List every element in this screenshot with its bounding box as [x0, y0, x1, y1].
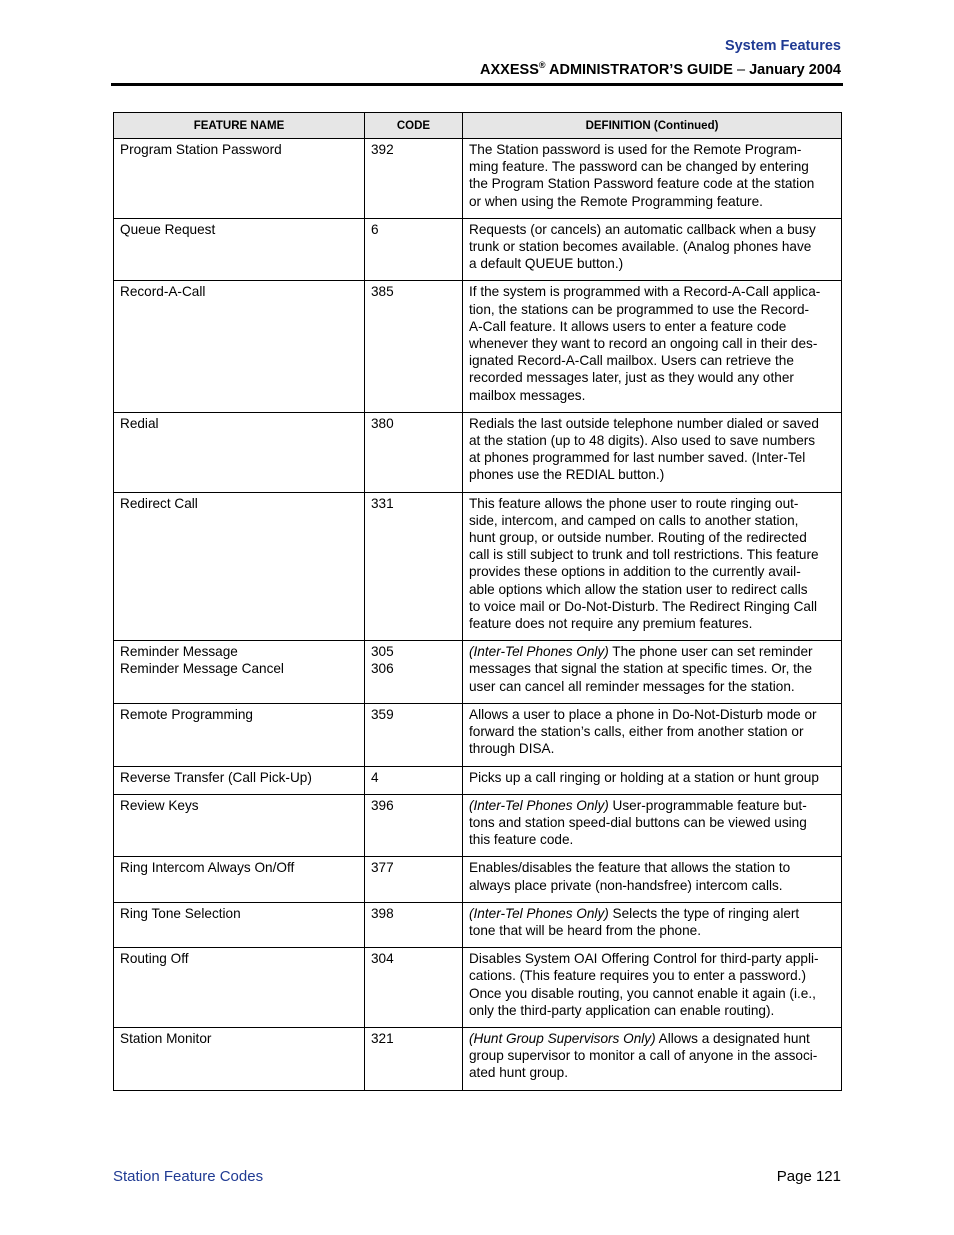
definition-text-line	[469, 859, 832, 876]
feature-name: Redirect Call	[120, 495, 198, 511]
definition-line: recorded messages later, just as they would any other	[469, 370, 794, 386]
definition-text-line	[469, 877, 832, 894]
feature-name: Ring Tone Selection	[120, 905, 241, 921]
definition-text-line	[469, 660, 832, 677]
title-rest: ADMINISTRATOR’S GUIDE	[545, 62, 737, 78]
definition-cell	[463, 492, 842, 641]
table-row	[114, 412, 842, 492]
definition-line: or when using the Remote Programming feature.	[469, 193, 763, 209]
definition-qualifier: (Inter-Tel Phones Only)	[469, 905, 609, 921]
definition-text-line	[469, 581, 832, 598]
definition-text-line	[469, 193, 832, 210]
definition-line: Redials the last outside telephone number dialed or saved	[469, 415, 819, 431]
definition-line: mailbox messages.	[469, 387, 586, 403]
table-row	[114, 218, 842, 281]
feature-code: 4	[371, 769, 379, 785]
table-row	[114, 492, 842, 641]
definition-line: able options which allow the station user to redirect calls	[469, 581, 808, 597]
definition-line: messages that signal the station at specific times. Or, the	[469, 661, 813, 677]
definition-cell	[463, 902, 842, 947]
definition-text-line	[469, 221, 832, 238]
definition-text-line	[469, 950, 832, 967]
definition-line: at phones programmed for last number saved. (Inter-Tel	[469, 450, 806, 466]
definition-text-line	[469, 301, 832, 318]
feature-name-cell	[114, 902, 365, 947]
feature-code-cell	[365, 412, 463, 492]
definition-cell	[463, 948, 842, 1028]
title-brand: AXXESS	[480, 62, 539, 78]
definition-text-line	[469, 466, 832, 483]
table-row	[114, 1027, 842, 1090]
feature-name-cell	[114, 281, 365, 412]
definition-cell	[463, 703, 842, 766]
definition-line: to voice mail or Do-Not-Disturb. The Redirect Ringing Call	[469, 598, 818, 614]
definition-line: through DISA.	[469, 741, 555, 757]
title-dash: –	[736, 62, 746, 78]
definition-text-line	[469, 1030, 832, 1047]
definition-text-line	[469, 678, 832, 695]
definition-line: Allows a designated hunt	[655, 1030, 810, 1046]
definition-line: hunt group, or outside number. Routing of the redirected	[469, 530, 807, 546]
definition-text-line	[469, 643, 832, 660]
definition-text-line	[469, 415, 832, 432]
definition-text-line	[469, 905, 832, 922]
feature-name: Queue Request	[120, 221, 216, 237]
definition-line: If the system is programmed with a Record-A-Call applica-	[469, 284, 821, 300]
definition-line: phones use the REDIAL button.)	[469, 467, 665, 483]
definition-cell	[463, 794, 842, 857]
feature-name: Record-A-Call	[120, 284, 206, 300]
table-header-row	[114, 113, 842, 139]
table-row	[114, 857, 842, 902]
definition-line: tion, the stations can be programmed to use the Record-	[469, 301, 810, 317]
definition-text-line	[469, 175, 832, 192]
definition-text-line	[469, 529, 832, 546]
definition-line: this feature code.	[469, 832, 574, 848]
feature-code-cell	[365, 641, 463, 704]
definition-line: group supervisor to monitor a call of anyone in the associ-	[469, 1048, 818, 1064]
definition-line: a default QUEUE button.)	[469, 256, 624, 272]
running-header-title	[480, 60, 841, 78]
feature-code-cell	[365, 492, 463, 641]
feature-name: Station Monitor	[120, 1030, 212, 1046]
feature-name-cell	[114, 412, 365, 492]
definition-line: Selects the type of ringing alert	[608, 905, 800, 921]
feature-code: 306	[371, 661, 394, 677]
feature-code-cell	[365, 281, 463, 412]
definition-text-line	[469, 318, 832, 335]
footer-section-title: Station Feature Codes	[113, 1168, 264, 1185]
definition-cell	[463, 641, 842, 704]
definition-cell	[463, 412, 842, 492]
definition-text-line	[469, 831, 832, 848]
definition-line: side, intercom, and camped on calls to another station,	[469, 512, 799, 528]
definition-line: user can cancel all reminder messages for the station.	[469, 678, 795, 694]
table-row	[114, 139, 842, 219]
definition-line: User-programmable feature but-	[608, 797, 807, 813]
feature-code-cell	[365, 766, 463, 794]
running-header-section: System Features	[724, 38, 841, 54]
table-row	[114, 948, 842, 1028]
feature-code-table	[113, 112, 842, 1091]
definition-text-line	[469, 1047, 832, 1064]
definition-text-line	[469, 158, 832, 175]
feature-code-cell	[365, 1027, 463, 1090]
definition-text-line	[469, 598, 832, 615]
definition-line: provides these options in addition to the currently avail-	[469, 564, 801, 580]
column-header-code: CODE	[365, 113, 463, 139]
definition-line: tons and station speed-dial buttons can be viewed using	[469, 814, 807, 830]
definition-line: The phone user can set reminder	[608, 644, 813, 660]
column-header-feature-name: FEATURE NAME	[114, 113, 365, 139]
definition-text-line	[469, 369, 832, 386]
definition-cell	[463, 1027, 842, 1090]
feature-name: Remote Programming	[120, 706, 253, 722]
feature-code: 392	[371, 142, 394, 157]
definition-text-line	[469, 512, 832, 529]
feature-code: 304	[371, 951, 394, 967]
definition-line: at the station (up to 48 digits). Also used to save numbers	[469, 433, 816, 449]
definition-text-line	[469, 1002, 832, 1019]
definition-line: call is still subject to trunk and toll restrictions. This feature	[469, 547, 819, 563]
feature-code: 6	[371, 221, 379, 237]
definition-text-line	[469, 723, 832, 740]
definition-text-line	[469, 238, 832, 255]
definition-line: The Station password is used for the Remote Program-	[469, 142, 802, 157]
feature-code-cell	[365, 703, 463, 766]
feature-code-cell	[365, 857, 463, 902]
definition-line: cations. (This feature requires you to enter a password.)	[469, 968, 806, 984]
title-date: January 2004	[745, 62, 841, 78]
definition-line: the Program Station Password feature code at the station	[469, 176, 815, 192]
feature-code-cell	[365, 218, 463, 281]
header-rule	[111, 83, 843, 86]
table-row	[114, 794, 842, 857]
feature-code: 385	[371, 284, 394, 300]
definition-cell	[463, 139, 842, 219]
feature-code: 396	[371, 797, 394, 813]
definition-text-line	[469, 495, 832, 512]
feature-name: Redial	[120, 415, 159, 431]
feature-code-cell	[365, 902, 463, 947]
definition-cell	[463, 766, 842, 794]
definition-text-line	[469, 967, 832, 984]
feature-code: 359	[371, 706, 394, 722]
table-row	[114, 281, 842, 412]
definition-line: only the third-party application can enable routing).	[469, 1002, 775, 1018]
definition-text-line	[469, 387, 832, 404]
definition-line: whenever they want to record an ongoing call in their des-	[469, 336, 818, 352]
definition-text-line	[469, 352, 832, 369]
definition-qualifier: (Hunt Group Supervisors Only)	[469, 1030, 656, 1046]
feature-name-cell	[114, 857, 365, 902]
feature-name: Ring Intercom Always On/Off	[120, 860, 295, 876]
feature-code: 398	[371, 905, 394, 921]
definition-line: A-Call feature. It allows users to enter a feature code	[469, 318, 787, 334]
feature-name: Program Station Password	[120, 142, 282, 157]
definition-line: ated hunt group.	[469, 1065, 569, 1081]
feature-code: 377	[371, 860, 394, 876]
feature-name-cell	[114, 703, 365, 766]
definition-cell	[463, 281, 842, 412]
definition-line: Disables System OAI Offering Control for third-party appli-	[469, 951, 819, 967]
feature-name-cell	[114, 1027, 365, 1090]
definition-text-line	[469, 985, 832, 1002]
definition-text-line	[469, 283, 832, 300]
definition-line: ming feature. The password can be changed by entering	[469, 159, 809, 175]
definition-text-line	[469, 255, 832, 272]
definition-cell	[463, 857, 842, 902]
feature-name: Reverse Transfer (Call Pick-Up)	[120, 769, 312, 785]
definition-line: Requests (or cancels) an automatic callback when a busy	[469, 221, 816, 237]
definition-cell	[463, 218, 842, 281]
table-row	[114, 641, 842, 704]
table-row	[114, 902, 842, 947]
feature-code-cell	[365, 948, 463, 1028]
definition-line: Once you disable routing, you cannot enable it again (i.e.,	[469, 985, 816, 1001]
feature-code: 321	[371, 1030, 394, 1046]
definition-line: Picks up a call ringing or holding at a station or hunt group	[469, 769, 819, 785]
definition-text-line	[469, 740, 832, 757]
definition-text-line	[469, 1064, 832, 1081]
definition-text-line	[469, 706, 832, 723]
definition-text-line	[469, 432, 832, 449]
definition-text-line	[469, 546, 832, 563]
feature-name: Reminder Message	[120, 644, 238, 660]
definition-text-line	[469, 814, 832, 831]
definition-line: This feature allows the phone user to route ringing out-	[469, 495, 799, 511]
feature-name-cell	[114, 139, 365, 219]
definition-qualifier: (Inter-Tel Phones Only)	[469, 644, 609, 660]
feature-name-cell	[114, 492, 365, 641]
definition-text-line	[469, 141, 832, 158]
feature-name: Review Keys	[120, 797, 199, 813]
definition-text-line	[469, 449, 832, 466]
feature-code: 380	[371, 415, 394, 431]
feature-code-cell	[365, 794, 463, 857]
feature-name-cell	[114, 641, 365, 704]
definition-text-line	[469, 615, 832, 632]
feature-name-cell	[114, 794, 365, 857]
definition-qualifier: (Inter-Tel Phones Only)	[469, 797, 609, 813]
definition-text-line	[469, 922, 832, 939]
registered-mark: ®	[538, 60, 546, 70]
feature-name: Reminder Message Cancel	[120, 661, 284, 677]
definition-line: feature does not require any premium features.	[469, 616, 753, 632]
definition-line: tone that will be heard from the phone.	[469, 922, 701, 938]
feature-code: 305	[371, 644, 394, 660]
definition-line: Allows a user to place a phone in Do-Not-Disturb mode or	[469, 706, 817, 722]
definition-line: Enables/disables the feature that allows the station to	[469, 860, 791, 876]
feature-name-cell	[114, 766, 365, 794]
definition-text-line	[469, 797, 832, 814]
definition-text-line	[469, 335, 832, 352]
feature-code-cell	[365, 139, 463, 219]
definition-text-line	[469, 563, 832, 580]
definition-line: forward the station’s calls, either from another station or	[469, 724, 804, 740]
feature-code: 331	[371, 495, 394, 511]
definition-line: ignated Record-A-Call mailbox. Users can retrieve the	[469, 353, 794, 369]
definition-text-line	[469, 769, 832, 786]
table-row	[114, 703, 842, 766]
feature-name: Routing Off	[120, 951, 189, 967]
footer-page-number: Page 121	[776, 1168, 841, 1185]
definition-line: trunk or station becomes available. (Analog phones have	[469, 239, 812, 255]
feature-name-cell	[114, 948, 365, 1028]
definition-line: always place private (non-handsfree) intercom calls.	[469, 877, 783, 893]
feature-name-cell	[114, 218, 365, 281]
table-row	[114, 766, 842, 794]
column-header-definition: DEFINITION (Continued)	[463, 113, 842, 139]
